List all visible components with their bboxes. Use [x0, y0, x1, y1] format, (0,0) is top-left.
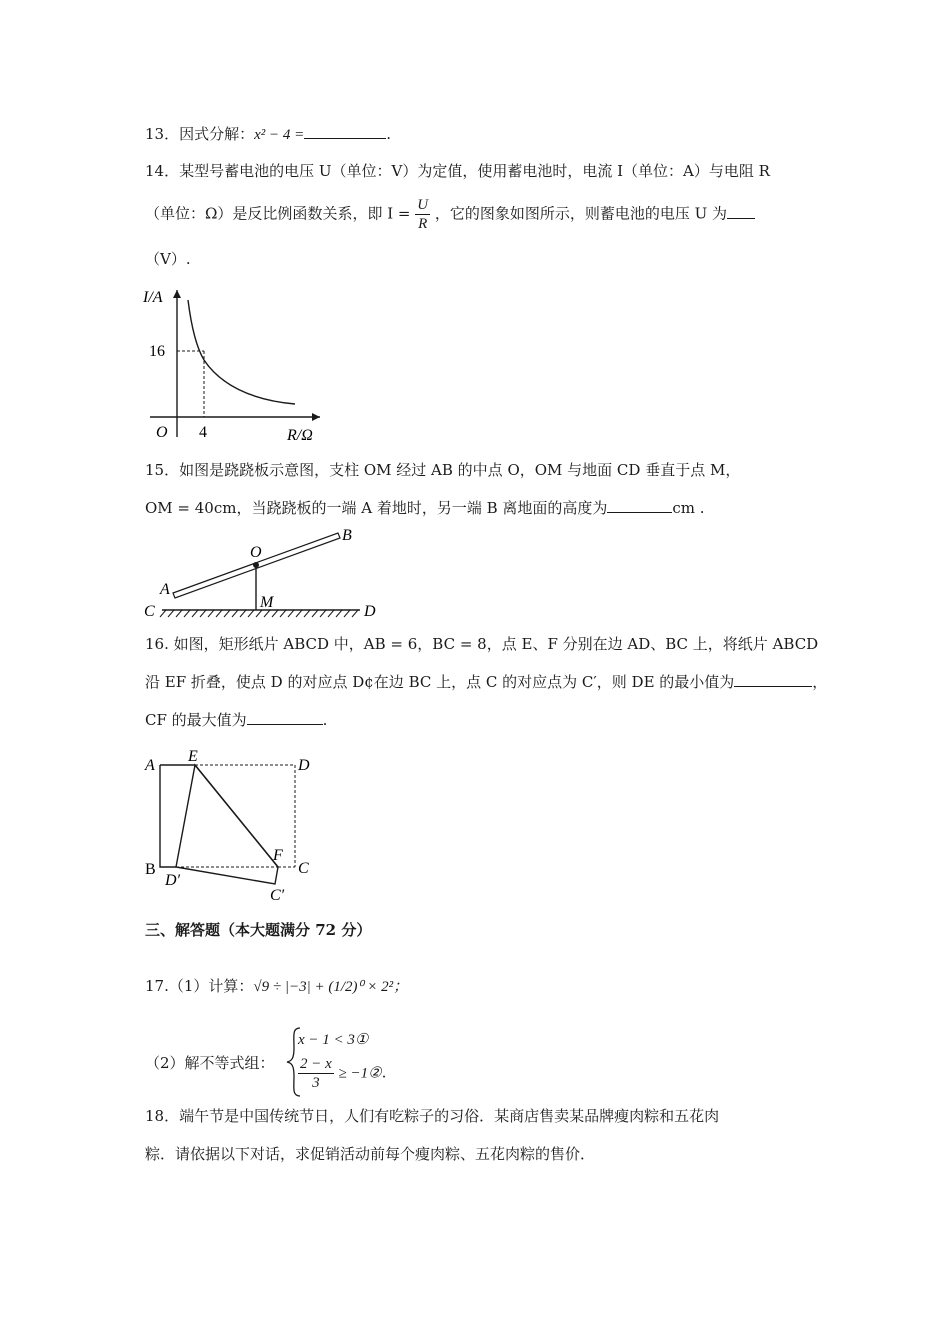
q14-line2-b: ，它的图象如图所示，则蓄电池的电压 U 为	[434, 204, 728, 223]
q14-line2	[145, 196, 755, 233]
ineq-2-tail: ≥ −1②	[338, 1065, 382, 1082]
q13-prefix: 13．因式分解：	[145, 125, 255, 143]
ineq-2-den: 3	[312, 1075, 320, 1091]
q14-answer-blank	[727, 202, 755, 219]
point-O	[253, 562, 259, 568]
q16-line2-a: 沿 EF 折叠，使点 D 的对应点 D¢在边 BC 上，点 C 的对应点为 C′，则 DE 的最小值为	[145, 673, 735, 691]
q16-answer-blank-1	[734, 670, 812, 687]
q14-frac-num: U	[417, 197, 429, 213]
q17-part1	[145, 975, 408, 998]
ineq-1	[298, 1028, 368, 1051]
ground-hatching	[160, 610, 358, 617]
q14-line2-a: （单位：Ω）是反比例函数关系，即 I =	[145, 204, 411, 223]
label-E: E	[188, 748, 198, 765]
section-3-heading: 三、解答题（本大题满分 72 分）	[145, 921, 372, 939]
fold-line-EF	[195, 765, 278, 867]
ineq-2-fraction	[298, 1055, 334, 1092]
label-F: F	[273, 847, 283, 864]
folded-quad-EDpCpF	[176, 765, 278, 884]
q15-line2-b: cm .	[672, 499, 705, 517]
label-C: C	[298, 860, 309, 877]
q16-rectangle-figure	[140, 745, 330, 905]
label-Cprime: C′	[270, 887, 285, 904]
ineq-2-num: 2 − x	[300, 1056, 332, 1072]
q13-expression: x² − 4 =	[254, 127, 305, 143]
label-O: O	[250, 544, 262, 561]
question-13	[145, 122, 391, 146]
q14-fraction	[415, 196, 430, 233]
ineq-end: .	[381, 1063, 387, 1082]
q18-line2: 粽．请依据以下对话，求促销活动前每个瘦肉粽、五花肉粽的售价．	[145, 1145, 596, 1163]
q16-line1: 16. 如图，矩形纸片 ABCD 中，AB = 6，BC = 8，点 E、F 分别在边 AD、BC 上，将纸片 ABCD	[145, 635, 819, 653]
label-Dprime: D′	[165, 872, 181, 889]
x-axis-label: R/Ω	[287, 427, 313, 444]
label-C: C	[144, 603, 155, 620]
q16-line2	[145, 670, 827, 693]
q15-line1: 15．如图是跷跷板示意图，支柱 OM 经过 AB 的中点 O，OM 与地面 CD 垂直于点 M，	[145, 461, 741, 479]
q16-line3-b: .	[322, 711, 328, 729]
ineq-2	[298, 1055, 386, 1092]
q16-line3	[145, 708, 327, 731]
q18-line1: 18．端午节是中国传统节日，人们有吃粽子的习俗．某商店售卖某品牌瘦肉粽和五花肉	[145, 1107, 720, 1125]
label-M: M	[260, 594, 274, 611]
label-A: A	[145, 757, 155, 774]
q15-line2	[145, 496, 705, 519]
q14-line1: 14．某型号蓄电池的电压 U（单位：V）为定值，使用蓄电池时，电流 I（单位：A）与电阻 R	[145, 162, 770, 180]
q15-seesaw-figure	[140, 522, 390, 622]
q16-line2-b: ，	[812, 673, 828, 691]
label-B: B	[342, 527, 352, 544]
q17-part1-label: 17.（1）计算：	[145, 977, 254, 995]
y-tick-16: 16	[149, 343, 165, 360]
x-tick-4: 4	[199, 424, 207, 441]
label-A: A	[160, 581, 170, 598]
q14-graph	[140, 282, 340, 447]
q16-line3-a: CF 的最大值为	[145, 711, 247, 729]
ineq-1-text: x − 1 < 3①	[298, 1032, 369, 1048]
q16-answer-blank-2	[247, 708, 323, 725]
q17-part1-expression: √9 ÷ |−3| + (1/2)⁰ × 2²；	[253, 979, 409, 995]
q17-part2-label-line	[145, 1052, 275, 1074]
label-D: D	[298, 757, 310, 774]
q14-frac-den: R	[418, 216, 428, 232]
y-axis-label: I/A	[143, 289, 163, 306]
label-B: B	[145, 861, 156, 878]
label-D: D	[364, 603, 376, 620]
q17-part2-label: （2）解不等式组：	[145, 1054, 275, 1072]
q13-answer-blank	[304, 122, 386, 139]
origin-label: O	[156, 424, 168, 441]
q15-answer-blank	[607, 496, 672, 513]
q13-suffix: .	[386, 125, 392, 143]
q14-line3: （V）.	[145, 250, 191, 268]
y-axis-arrow	[173, 290, 181, 298]
q15-line2-a: OM = 40cm，当跷跷板的一端 A 着地时，另一端 B 离地面的高度为	[145, 499, 608, 517]
x-axis-arrow	[312, 413, 320, 421]
edge-AB-BDp	[160, 765, 176, 867]
